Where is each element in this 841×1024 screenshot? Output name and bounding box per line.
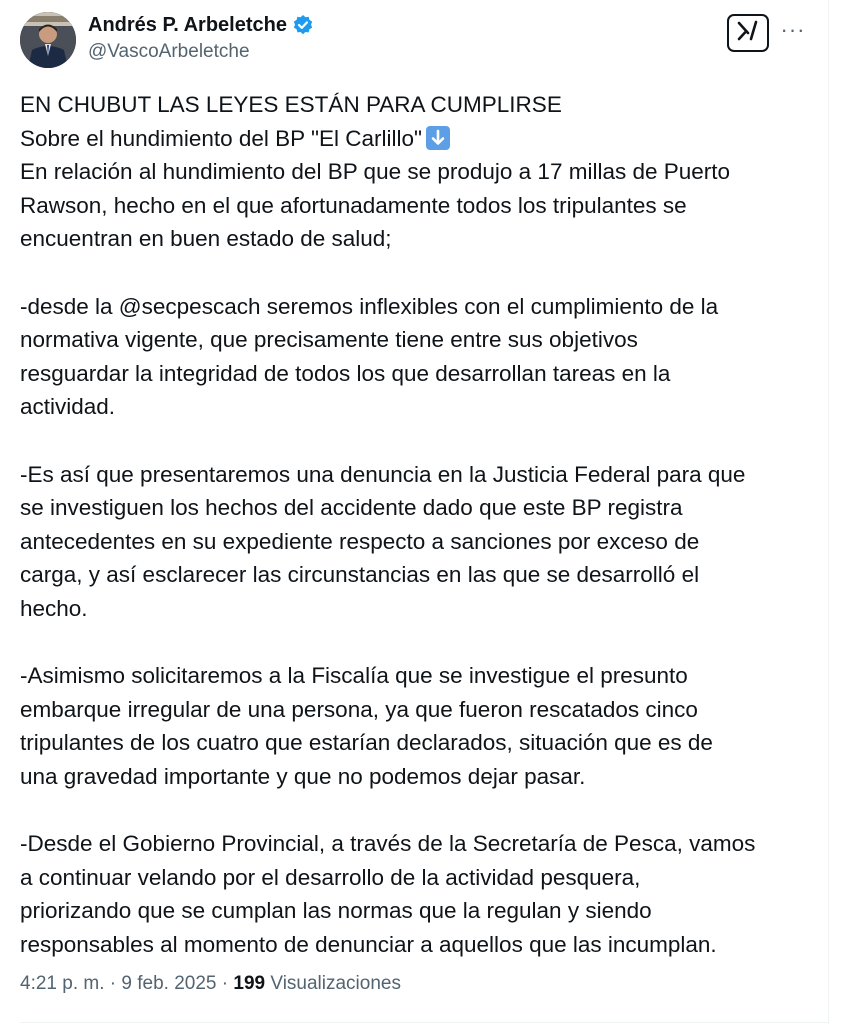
tweet-line: hecho. [20,595,88,621]
tweet-line: resguardar la integridad de todos los que desarrollan tareas en la [20,360,671,386]
meta-separator: · [109,973,117,994]
tweet-line: embarque irregular de una persona, ya que fueron rescatados cinco [20,696,698,722]
more-options-icon[interactable]: ··· [780,17,806,42]
views-label[interactable]: Visualizaciones [270,973,401,994]
author-display-name[interactable]: Andrés P. Arbeletche [88,13,287,36]
tweet-line-with-emoji [20,122,820,156]
author-handle[interactable]: @VascoArbeletche [88,41,250,62]
down-arrow-emoji-icon [426,126,450,150]
tweet-line: antecedentes en su expediente respecto a sanciones por exceso de [20,528,700,554]
tweet-meta [20,973,401,995]
meta-separator: · [221,973,229,994]
tweet-line-with-mention [20,290,820,324]
tweet-line: se investiguen los hechos del accidente dado que este BP registra [20,495,683,521]
paragraph-gap [20,626,820,660]
tweet-line: encuentran en buen estado de salud; [20,226,392,252]
tweet-line: -Desde el Gobierno Provincial, a través de la Secretaría de Pesca, vamos [20,831,756,857]
tweet-line: -Asimismo solicitaremos a la Fiscalía que se investigue el presunto [20,663,688,689]
tweet-line: normativa vigente, que precisamente tiene entre sus objetivos [20,327,638,353]
views-count[interactable]: 199 [233,973,266,994]
tweet-line: a continuar velando por el desarrollo de la actividad pesquera, [20,864,641,890]
tweet-line: EN CHUBUT LAS LEYES ESTÁN PARA CUMPLIRSE [20,92,562,117]
paragraph-gap [20,424,820,458]
tweet-line: Sobre el hundimiento del BP "El Carlillo" [20,125,423,151]
paragraph-gap [20,793,820,827]
tweet-line: responsables al momento de denunciar a aquellos que las incumplan. [20,931,717,957]
tweet-line: priorizando que se cumplan las normas que la regulan y siendo [20,898,652,924]
tweet-line: Rawson, hecho en el que afortunadamente todos los tripulantes se [20,192,687,218]
grok-button[interactable] [727,14,769,52]
tweet-line: una gravedad importante y que no podemos dejar pasar. [20,763,586,789]
tweet-date[interactable]: 9 feb. 2025 [121,973,217,994]
author-name-row [88,12,314,38]
divider [20,1022,828,1023]
tweet-line: -desde la @secpescach seremos inflexibles con el cumplimiento de la [20,293,719,319]
paragraph-gap [20,256,820,290]
avatar[interactable] [20,12,76,68]
tweet-line: actividad. [20,394,116,420]
grok-icon [735,18,761,49]
verified-badge-icon[interactable] [292,14,314,36]
tweet-line: tripulantes de los cuatro que estarían declarados, situación que es de [20,730,713,756]
tweet-time[interactable]: 4:21 p. m. [20,973,105,994]
tweet-line: En relación al hundimiento del BP que se produjo a 17 millas de Puerto [20,159,731,185]
tweet-text [20,88,820,961]
tweet-line: -Es así que presentaremos una denuncia en la Justicia Federal para que [20,461,746,487]
tweet-line: carga, y así esclarecer las circunstancias en las que se desarrolló el [20,562,700,588]
